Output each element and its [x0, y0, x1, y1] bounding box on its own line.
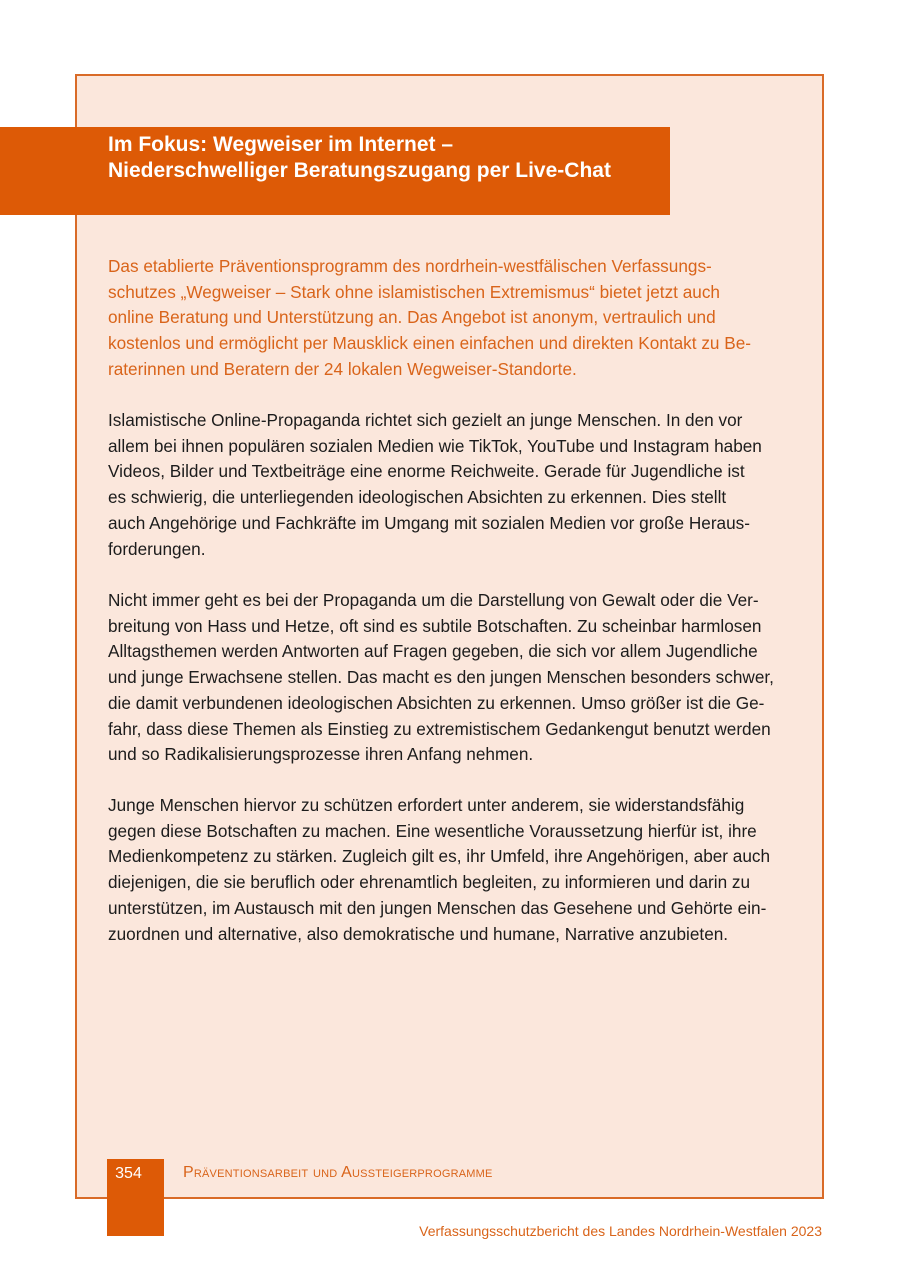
paragraph-line: Videos, Bilder und Textbeiträge eine enorme Reichweite. Gerade für Jugendliche ist — [108, 461, 745, 482]
paragraph-line: gegen diese Botschaften zu machen. Eine wesentliche Voraussetzung hierfür ist, ihre — [108, 820, 757, 841]
paragraph-line: und so Radikalisierungsprozesse ihren Anfang nehmen. — [108, 744, 534, 765]
intro-line: online Beratung und Unterstützung an. Das Angebot ist anonym, vertraulich und — [108, 307, 716, 328]
paragraph-line: allem bei ihnen populären sozialen Medien wie TikTok, YouTube und Instagram haben — [108, 435, 762, 456]
paragraph-line: Medienkompetenz zu stärken. Zugleich gilt es, ihr Umfeld, ihre Angehörigen, aber auch — [108, 846, 771, 867]
paragraph-line: es schwierig, die unterliegenden ideologischen Absichten zu erkennen. Dies stellt — [108, 487, 727, 508]
paragraph-line: zuordnen und alternative, also demokratische und humane, Narrative anzubieten. — [108, 923, 729, 944]
banner-title-line-1: Im Fokus: Wegweiser im Internet – — [108, 133, 454, 156]
intro-line: raterinnen und Beratern der 24 lokalen Wegweiser-Standorte. — [108, 358, 577, 379]
intro-line: kostenlos und ermöglicht per Mausklick einen einfachen und direkten Kontakt zu Be- — [108, 333, 751, 354]
paragraph-line: Junge Menschen hiervor zu schützen erfordert unter anderem, sie widerstandsfähig — [108, 795, 745, 815]
page-number: 354 — [115, 1165, 142, 1182]
paragraph-line: auch Angehörige und Fachkräfte im Umgang mit sozialen Medien vor große Heraus- — [108, 512, 750, 533]
banner-title-line-2: Niederschwelliger Beratungszugang per Live-Chat — [108, 159, 611, 182]
intro-line: Das etablierte Präventionsprogramm des nordrhein-westfälischen Verfassungs- — [108, 256, 712, 276]
intro-paragraph — [108, 254, 798, 383]
paragraph-line: breitung von Hass und Hetze, oft sind es subtile Botschaften. Zu scheinbar harmlosen — [108, 615, 762, 636]
paragraph-line: diejenigen, die sie beruflich oder ehrenamtlich begleiten, zu informieren und darin zu — [108, 872, 751, 893]
paragraph-line: die damit verbundenen ideologischen Absichten zu erkennen. Umso größer ist die Ge- — [108, 692, 765, 713]
body-paragraph-2 — [108, 588, 798, 768]
paragraph-line: forderungen. — [108, 538, 206, 559]
intro-line: schutzes „Wegweiser – Stark ohne islamistischen Extremismus“ bietet jetzt auch — [108, 281, 720, 302]
section-title: Präventionsarbeit und Aussteigerprogramme — [183, 1164, 493, 1181]
focus-banner — [0, 127, 670, 215]
body-paragraph-3 — [108, 793, 798, 947]
paragraph-line: und junge Erwachsene stellen. Das macht es den jungen Menschen besonders schwer, — [108, 667, 774, 688]
publication-footer: Verfassungsschutzbericht des Landes Nordrhein-Westfalen 2023 — [419, 1223, 822, 1239]
paragraph-line: Islamistische Online-Propaganda richtet sich gezielt an junge Menschen. In den vor — [108, 410, 743, 430]
paragraph-line: fahr, dass diese Themen als Einstieg zu extremistischem Gedankengut benutzt werden — [108, 718, 771, 739]
paragraph-line: unterstützen, im Austausch mit den jungen Menschen das Gesehene und Gehörte ein- — [108, 897, 767, 918]
paragraph-line: Alltagsthemen werden Antworten auf Fragen gegeben, die sich vor allem Jugendliche — [108, 641, 758, 662]
body-paragraph-1 — [108, 408, 798, 562]
paragraph-line: Nicht immer geht es bei der Propaganda um die Darstellung von Gewalt oder die Ver- — [108, 590, 759, 610]
